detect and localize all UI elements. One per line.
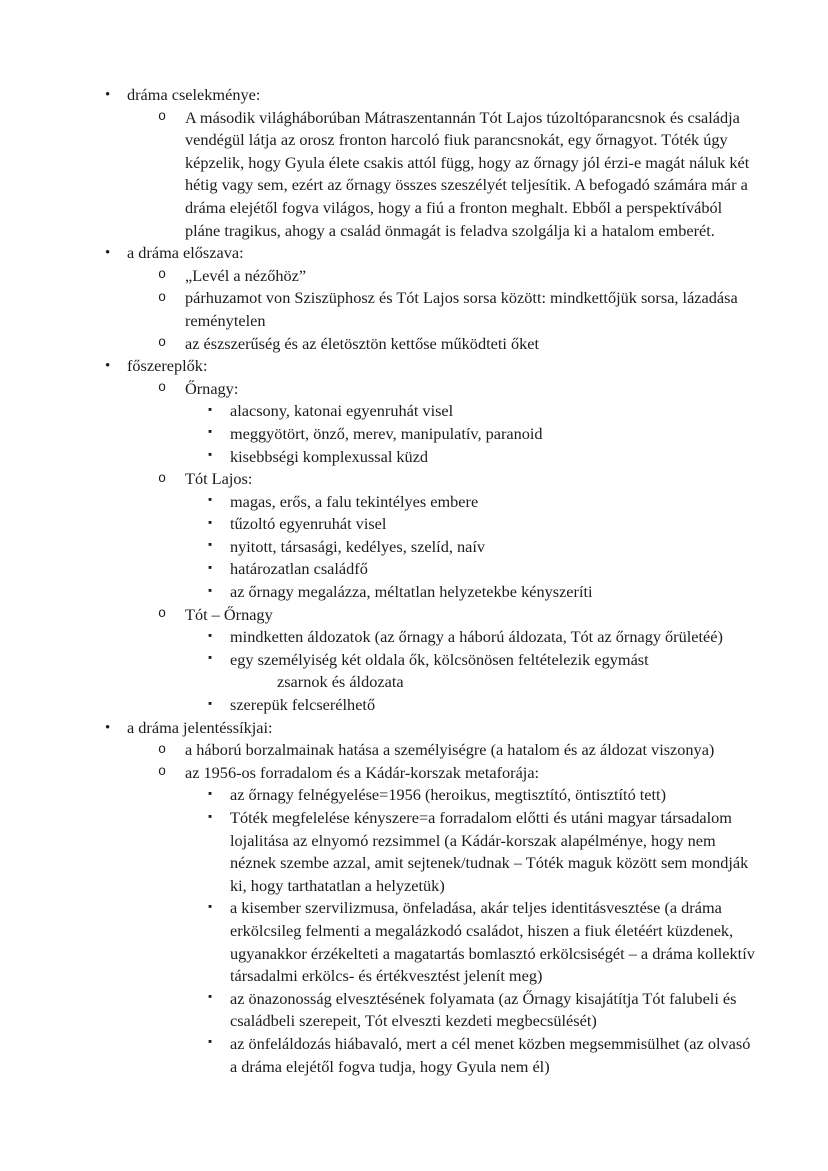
outline-item <box>208 446 757 469</box>
bullet-square-icon: ▪ <box>208 426 213 439</box>
outline-item <box>105 242 777 265</box>
bullet-square-icon: ▪ <box>208 697 213 710</box>
outline-item <box>208 423 757 446</box>
outline-item <box>158 739 757 762</box>
bullet-circle-icon: o <box>158 607 167 623</box>
bullet-dot-icon: • <box>105 358 111 375</box>
outline-item-text: az 1956-os forradalom és a Kádár-korszak metaforája: <box>185 762 540 782</box>
outline-item-text: főszereplők: <box>127 356 208 376</box>
bullet-square-icon: ▪ <box>208 539 213 552</box>
outline-item-text: Tóték megfelelése kényszere=a forradalom előtti és utáni magyar társadalom lojalitása az elnyomó rezsimmel (a Kádár-korszak alapélménye, hogy nem néznek szembe azzal, amit sejtenek/tudnak – Tóték maguk között sem mondják ki, hogy tarthatatlan a helyzetük) <box>230 808 749 895</box>
outline-item-text: a kisember szervilizmusa, önfeladása, akár teljes identitásvesztése (a dráma erkölcsileg felmenti a megalázkodó családot, hiszen a fiuk életéért küzdenek, ugyanakkor érzékelteti a magatartás bomlasztó erkölcsiségét – a dráma kollektív társadalmi erkölcs- és értékvesztést jelenít meg) <box>230 898 755 986</box>
outline-item-text: alacsony, katonai egyenruhát visel <box>230 401 454 421</box>
bullet-square-icon: ▪ <box>208 449 213 461</box>
outline-item-text: az önazonosság elvesztésének folyamata (az Őrnagy kisajátítja Tót falubeli és családbeli szerepeit, Tót elveszti kezdeti megbecsülését) <box>230 988 737 1031</box>
bullet-dot-icon: • <box>105 245 111 262</box>
bullet-circle-icon: o <box>158 268 167 284</box>
bullet-square-icon: ▪ <box>208 1036 213 1049</box>
bullet-square-icon: ▪ <box>208 652 213 665</box>
outline-item-text: nyitott, társasági, kedélyes, szelíd, naív <box>230 536 486 556</box>
outline-item-text: az őrnagy felnégyelése=1956 (heroikus, megtisztító, öntisztító tett) <box>230 785 666 805</box>
outline-item-text: tűzoltó egyenruhát visel <box>230 514 387 534</box>
outline-item <box>208 897 757 987</box>
bullet-circle-icon: o <box>158 742 167 758</box>
outline-item-text: meggyötört, önző, merev, manipulatív, paranoid <box>230 423 543 443</box>
outline-item-text: Őrnagy: <box>185 378 239 398</box>
bullet-dot-icon: • <box>105 87 111 103</box>
outline-item <box>208 558 757 581</box>
outline-item <box>208 581 757 604</box>
outline-item-text: a háború borzalmainak hatása a személyiségre (a hatalom és az áldozat viszonya) <box>185 740 715 760</box>
outline-item <box>158 604 757 627</box>
outline-item <box>158 287 757 332</box>
outline <box>0 84 777 1078</box>
bullet-circle-icon: o <box>158 765 167 781</box>
outline-item-text: dráma cselekménye: <box>127 85 261 104</box>
outline-item-text: az önfeláldozás hiábavaló, mert a cél menet közben megsemmisülhet (az olvasó a dráma elejétől fogva tudja, hogy Gyula nem él) <box>230 1033 751 1076</box>
outline-item <box>105 84 777 107</box>
outline-item-text: az észszerűség és az életösztön kettőse működteti őket <box>185 333 539 353</box>
outline-item <box>208 784 757 807</box>
outline-item-text: Tót Lajos: <box>185 469 253 489</box>
bullet-square-icon: ▪ <box>208 584 213 597</box>
outline-item-text: mindketten áldozatok (az őrnagy a háború áldozata, Tót az őrnagy őrületéé) <box>230 627 723 647</box>
outline-item-text: kisebbségi komplexussal küzd <box>230 446 429 466</box>
outline-item-text: az őrnagy megalázza, méltatlan helyzetekbe kényszeríti <box>230 582 593 602</box>
outline-item <box>158 468 757 491</box>
outline-item-text: Tót – Őrnagy <box>185 604 273 624</box>
bullet-circle-icon: o <box>158 381 167 397</box>
outline-item-text: „Levél a nézőhöz” <box>185 265 307 285</box>
outline-item-continuation: zsarnok és áldozata <box>277 672 404 692</box>
outline-item <box>208 626 757 649</box>
outline-item-text: párhuzamot von Sziszüphosz és Tót Lajos sorsa között: mindkettőjük sorsa, lázadása reménytelen <box>185 288 738 330</box>
bullet-square-icon: ▪ <box>208 900 213 913</box>
outline-item <box>158 107 757 243</box>
outline-item <box>158 333 757 356</box>
bullet-square-icon: ▪ <box>208 629 213 642</box>
bullet-circle-icon: o <box>158 471 167 487</box>
bullet-square-icon: ▪ <box>208 494 213 507</box>
outline-item <box>105 355 777 378</box>
outline-item <box>208 807 757 897</box>
outline-item <box>208 988 757 1033</box>
outline-item <box>208 694 757 717</box>
outline-item <box>208 536 757 559</box>
outline-item <box>158 762 757 785</box>
outline-item-text: a dráma jelentéssíkjai: <box>127 717 273 737</box>
bullet-circle-icon: o <box>158 290 167 306</box>
outline-item <box>208 491 757 514</box>
outline-item <box>158 265 757 288</box>
bullet-square-icon: ▪ <box>208 516 213 529</box>
bullet-square-icon: ▪ <box>208 787 213 800</box>
outline-item <box>208 649 757 694</box>
bullet-square-icon: ▪ <box>208 403 213 416</box>
bullet-square-icon: ▪ <box>208 991 213 1004</box>
outline-item-text: magas, erős, a falu tekintélyes embere <box>230 491 479 511</box>
outline-item <box>105 717 777 740</box>
outline-item-text: A második világháborúban Mátraszentannán Tót Lajos túzoltóparancsnok és családja vendégül látja az orosz fronton harcoló fiuk parancsnokát, egy őrnagyot. Tóték úgy képzelik, hogy Gyula élete csakis attól függ, hogy az őrnagy jól érzi-e magát náluk két hétig vagy sem, ezért az őrnagy összes szeszélyét teljesítik. A befogadó számára már a dráma elejétől fogva világos, hogy a fiú a fronton meghalt. Ebből a perspektívából pláne tragikus, ahogy a család önmagát is feladva szolgálja ki a hatalom emberét. <box>185 107 750 240</box>
outline-item <box>208 513 757 536</box>
bullet-square-icon: ▪ <box>208 561 213 574</box>
outline-item <box>208 400 757 423</box>
bullet-circle-icon: o <box>158 110 167 126</box>
outline-item-text: határozatlan családfő <box>230 559 368 579</box>
outline-item-text: szerepük felcserélhető <box>230 695 376 715</box>
outline-item-text: a dráma előszava: <box>127 243 244 263</box>
bullet-circle-icon: o <box>158 336 167 352</box>
bullet-dot-icon: • <box>105 719 111 736</box>
outline-item <box>208 1033 757 1078</box>
outline-item <box>158 378 757 401</box>
outline-item-text: egy személyiség két oldala ők, kölcsönösen feltételezik egymást <box>230 649 649 669</box>
bullet-square-icon: ▪ <box>208 810 213 823</box>
